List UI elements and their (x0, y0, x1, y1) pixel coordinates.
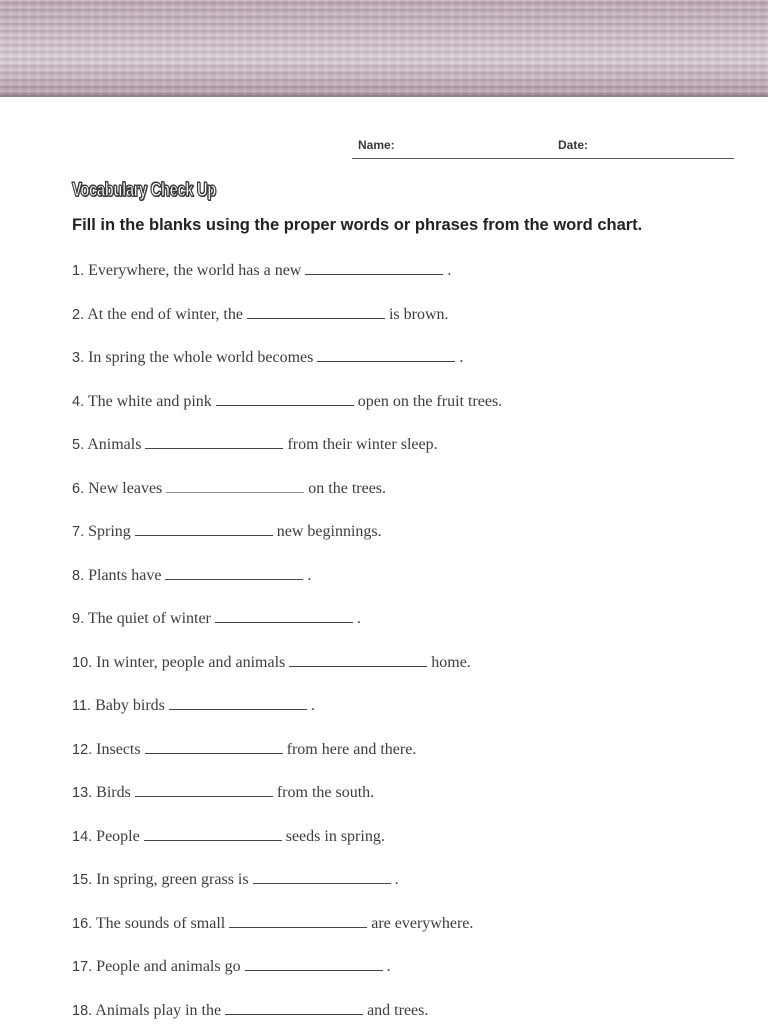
answer-blank[interactable] (166, 476, 304, 493)
question-text-after: from their winter sleep. (287, 436, 438, 453)
question-number: 10. (72, 654, 93, 671)
question-item (72, 389, 762, 433)
question-number: 8. (72, 567, 85, 584)
question-text-after: on the trees. (308, 479, 387, 497)
question-text-after: from the south. (276, 784, 375, 801)
question-text-before: The white and pink (87, 392, 212, 410)
question-number: 3. (72, 350, 85, 366)
question-text-before: Insects (96, 740, 141, 758)
question-text-before: The quiet of winter (87, 610, 211, 627)
question-text-after: seeds in spring. (285, 827, 385, 845)
question-item (72, 693, 762, 737)
question-text-before: The sounds of small (95, 914, 226, 932)
question-number: 9. (72, 611, 85, 627)
section-title: Vocabulary Check Up (72, 180, 216, 201)
question-list (72, 258, 762, 1024)
question-text-after: . (386, 958, 391, 975)
question-text-after: are everywhere. (371, 914, 474, 932)
question-text-before: New leaves (88, 479, 163, 497)
answer-blank[interactable] (145, 737, 283, 754)
question-text-after: open on the fruit trees. (357, 392, 503, 410)
question-text-after: from here and there. (286, 740, 417, 758)
question-item (72, 432, 762, 476)
answer-blank[interactable] (165, 563, 303, 580)
answer-blank[interactable] (245, 954, 383, 971)
question-text-before: Baby birds (95, 697, 165, 714)
answer-blank[interactable] (317, 345, 455, 362)
answer-blank[interactable] (305, 258, 443, 275)
answer-blank[interactable] (225, 998, 363, 1015)
question-number: 14. (72, 828, 93, 845)
question-item (72, 650, 762, 694)
answer-blank[interactable] (247, 302, 385, 319)
question-item (72, 302, 762, 346)
answer-blank[interactable] (215, 606, 353, 623)
question-item (72, 345, 762, 389)
question-number: 2. (72, 306, 85, 323)
question-text-before: In spring, green grass is (96, 871, 249, 888)
question-number: 13. (72, 785, 93, 801)
answer-blank[interactable] (135, 519, 273, 536)
question-text-before: Animals play in the (95, 1001, 222, 1019)
question-item (72, 606, 762, 650)
answer-blank[interactable] (253, 867, 391, 884)
answer-blank[interactable] (145, 432, 283, 449)
question-item (72, 998, 762, 1024)
question-text-before: Animals (87, 436, 142, 453)
scanned-top-band (0, 0, 768, 97)
name-date-header (352, 138, 734, 160)
question-number: 5. (72, 437, 85, 453)
name-label: Name: (358, 138, 395, 152)
instructions: Fill in the blanks using the proper words or phrases from the word chart. (72, 216, 643, 234)
question-number: 18. (72, 1002, 93, 1019)
question-item (72, 954, 762, 998)
question-text-before: Plants have (88, 566, 162, 584)
question-item (72, 867, 762, 911)
question-item (72, 780, 762, 824)
question-text-before: Spring (88, 523, 131, 540)
question-text-before: At the end of winter, the (87, 305, 243, 323)
question-text-after: . (459, 349, 464, 366)
question-number: 11. (72, 698, 92, 714)
answer-blank[interactable] (289, 650, 427, 667)
question-text-before: Everywhere, the world has a new (88, 262, 302, 279)
question-item (72, 258, 762, 302)
question-number: 7. (72, 524, 85, 540)
question-text-after: . (356, 610, 361, 627)
question-text-before: Birds (96, 784, 131, 801)
question-text-before: People (96, 827, 140, 845)
question-text-after: is brown. (388, 305, 449, 323)
answer-blank[interactable] (169, 693, 307, 710)
question-item (72, 519, 762, 563)
question-item (72, 476, 762, 520)
question-item (72, 563, 762, 607)
question-text-before: In winter, people and animals (96, 653, 286, 671)
question-text-after: home. (431, 653, 471, 671)
question-number: 16. (72, 915, 93, 932)
question-number: 12. (72, 741, 93, 758)
question-text-after: . (307, 566, 312, 584)
question-text-before: People and animals go (96, 958, 241, 975)
answer-blank[interactable] (216, 389, 354, 406)
question-item (72, 737, 762, 781)
question-number: 17. (72, 959, 93, 975)
question-number: 4. (72, 393, 85, 410)
question-text-after: . (394, 871, 399, 888)
question-item (72, 824, 762, 868)
question-text-after: . (310, 697, 315, 714)
question-text-after: and trees. (367, 1001, 429, 1019)
question-text-after: new beginnings. (276, 523, 382, 540)
answer-blank[interactable] (135, 780, 273, 797)
date-label: Date: (558, 138, 589, 152)
question-number: 1. (72, 263, 85, 279)
question-number: 15. (72, 872, 93, 888)
question-text-before: In spring the whole world becomes (88, 349, 314, 366)
name-date-line (352, 158, 734, 159)
question-item (72, 911, 762, 955)
answer-blank[interactable] (144, 824, 282, 841)
question-text-after: . (447, 262, 452, 279)
answer-blank[interactable] (229, 911, 367, 928)
question-number: 6. (72, 480, 85, 497)
